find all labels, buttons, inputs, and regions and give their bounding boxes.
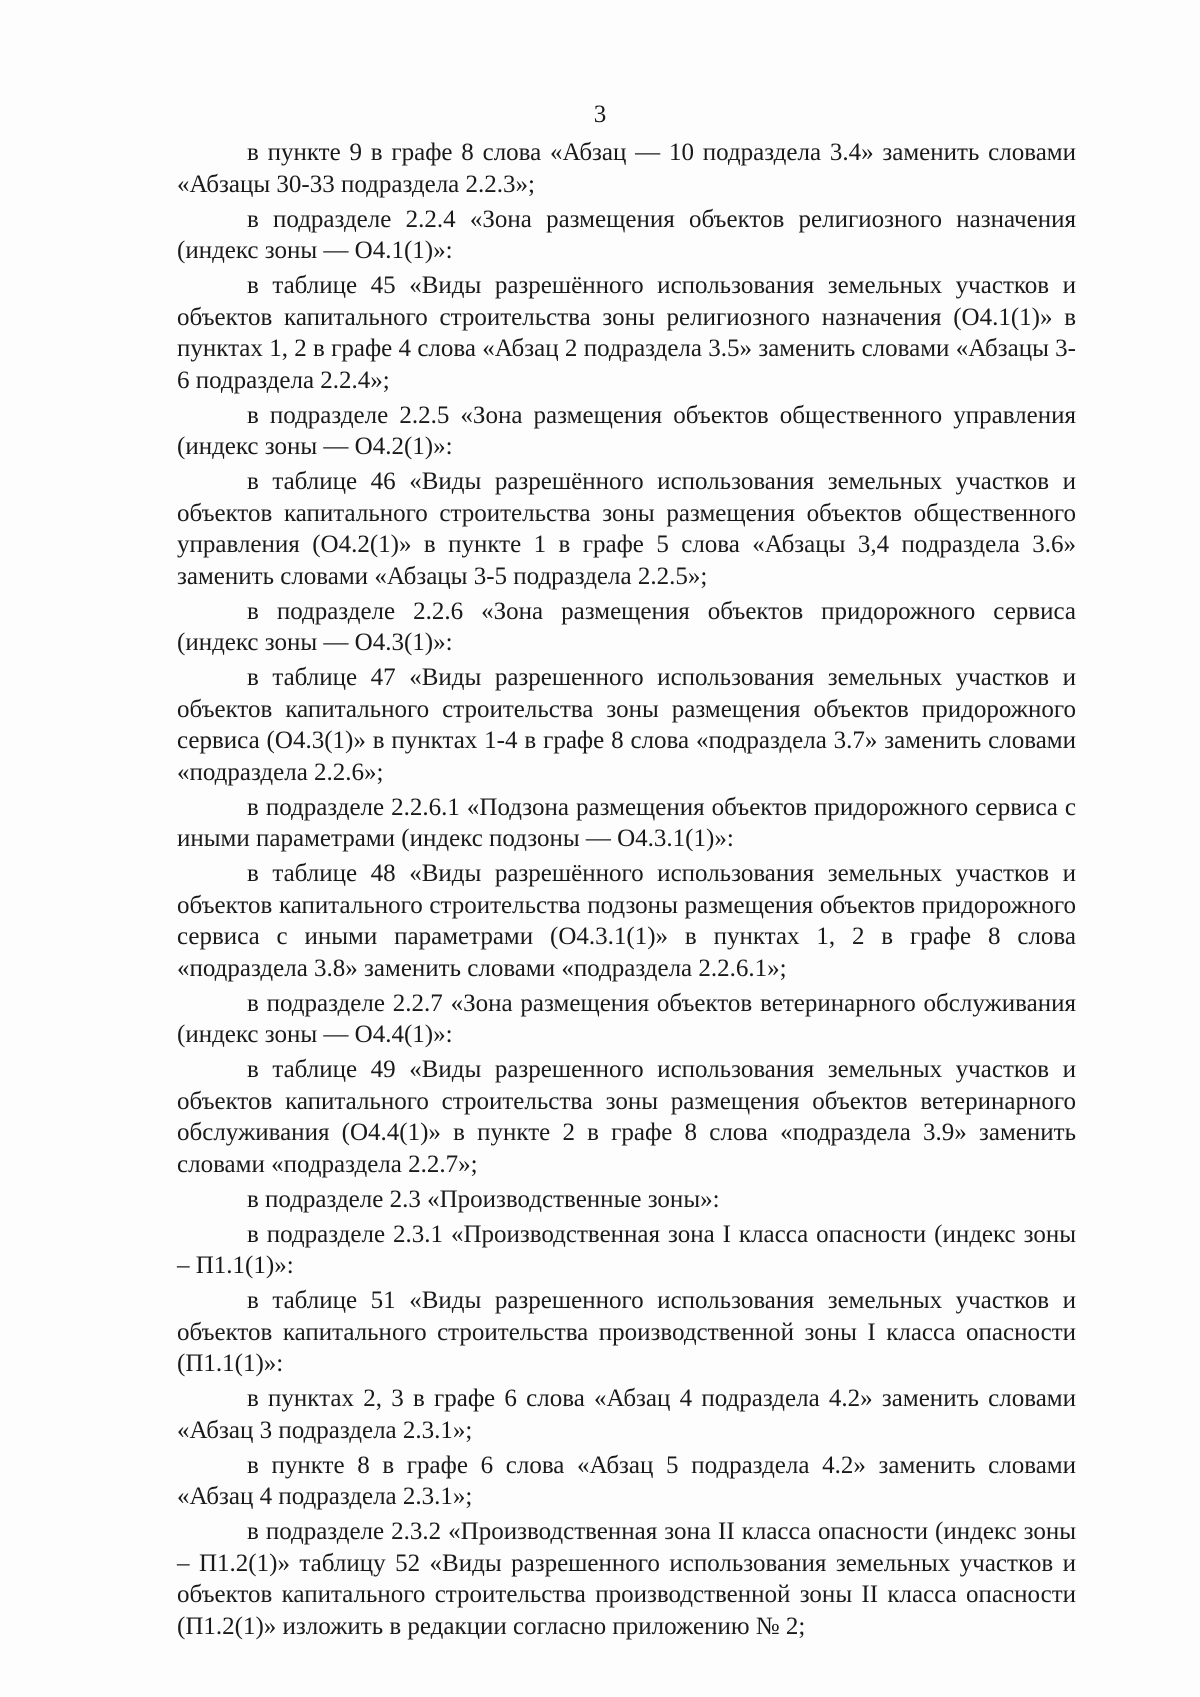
paragraph: в пункте 8 в графе 6 слова «Абзац 5 подраздела 4.2» заменить словами «Абзац 4 подраздела 2.3.1»; [177, 1451, 1076, 1510]
paragraph: в подразделе 2.3.2 «Производственная зона II класса опасности (индекс зоны – П1.2(1)» таблицу 52 «Виды разрешенного использования земельных участков и объектов капитального строительства производственной зоны II класса опасности (П1.2(1)» изложить в редакции согласно приложению № 2; [177, 1518, 1076, 1640]
paragraph: в таблице 49 «Виды разрешенного использования земельных участков и объектов капитального строительства зоны размещения объектов ветеринарного обслуживания (О4.4(1)» в пункте 2 в графе 8 слова «подраздела 3.9» заменить словами «подраздела 2.2.7»; [177, 1056, 1076, 1178]
page-number: 3 [593, 101, 607, 128]
document-body [177, 137, 1076, 1646]
paragraph: в пункте 9 в графе 8 слова «Абзац — 10 подраздела 3.4» заменить словами «Абзацы 30-33 подраздела 2.2.3»; [177, 139, 1076, 198]
paragraph: в подразделе 2.2.4 «Зона размещения объектов религиозного назначения (индекс зоны — О4.1(1)»: [177, 205, 1076, 264]
paragraph: в подразделе 2.2.6.1 «Подзона размещения объектов придорожного сервиса с иными параметрами (индекс подзоны — О4.3.1(1)»: [177, 793, 1076, 852]
paragraph: в таблице 46 «Виды разрешённого использования земельных участков и объектов капитального строительства зоны размещения объектов общественного управления (О4.2(1)» в пункте 1 в графе 5 слова «Абзацы 3,4 подраздела 3.6» заменить словами «Абзацы 3-5 подраздела 2.2.5»; [177, 468, 1076, 590]
paragraph: в подразделе 2.2.6 «Зона размещения объектов придорожного сервиса (индекс зоны — О4.3(1)»: [177, 597, 1076, 656]
paragraph: в пунктах 2, 3 в графе 6 слова «Абзац 4 подраздела 4.2» заменить словами «Абзац 3 подраздела 2.3.1»; [177, 1385, 1076, 1444]
paragraph: в таблице 48 «Виды разрешённого использования земельных участков и объектов капитального строительства подзоны размещения объектов придорожного сервиса с иными параметрами (О4.3.1(1)» в пунктах 1, 2 в графе 8 слова «подраздела 3.8» заменить словами «подраздела 2.2.6.1»; [177, 860, 1076, 982]
paragraph: в таблице 45 «Виды разрешённого использования земельных участков и объектов капитального строительства зоны религиозного назначения (О4.1(1)» в пунктах 1, 2 в графе 4 слова «Абзац 2 подраздела 3.5» заменить словами «Абзацы 3-6 подраздела 2.2.4»; [177, 272, 1076, 394]
paragraph: в подразделе 2.3.1 «Производственная зона I класса опасности (индекс зоны – П1.1(1)»: [177, 1220, 1076, 1279]
paragraph: в таблице 47 «Виды разрешенного использования земельных участков и объектов капитального строительства зоны размещения объектов придорожного сервиса (О4.3(1)» в пунктах 1-4 в графе 8 слова «подраздела 3.7» заменить словами «подраздела 2.2.6»; [177, 664, 1076, 786]
paragraph: в подразделе 2.3 «Производственные зоны»: [247, 1185, 720, 1213]
paragraph: в подразделе 2.2.5 «Зона размещения объектов общественного управления (индекс зоны — О4.2(1)»: [177, 401, 1076, 460]
paragraph: в таблице 51 «Виды разрешенного использования земельных участков и объектов капитального строительства производственной зоны I класса опасности (П1.1(1)»: [177, 1287, 1076, 1377]
paragraph: в подразделе 2.2.7 «Зона размещения объектов ветеринарного обслуживания (индекс зоны — О4.4(1)»: [177, 989, 1076, 1048]
